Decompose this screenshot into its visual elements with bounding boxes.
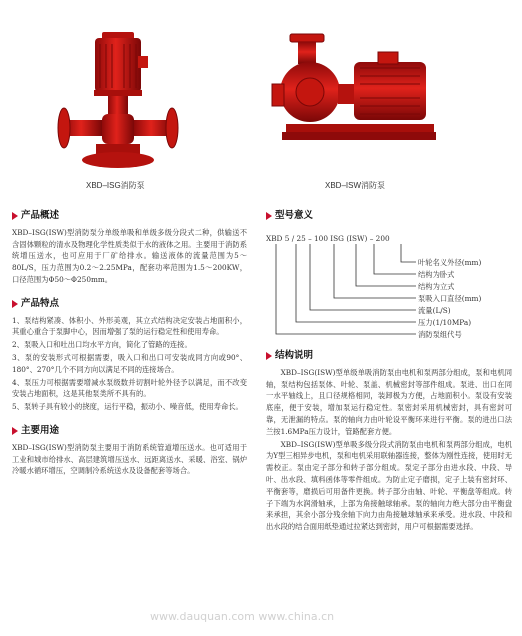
structure-paragraph: XBD–ISG(ISW)型单吸多级分段式消防泵由电机和泵两部分组成，电机为Y型三相异步电机，泵和电机采用联轴器连接，整体为刚性连接，使用时无需校正。泵由定子部分和转子部分组成。泵定子部分由进水段、中段、导叶、出水段、填料函体等零件组成。为防止定子磨损，定子上装有密封环、平衡套等，磨损后可用备件更换。转子部分由轴、叶轮、平衡盘等组成。转子下端为水润滑轴承，上部为角接触球轴承。泵的轴向力绝大部分由平衡盘来承担，其余小部分残余轴下向力由角接触球轴承来承受。进水段、中段和出水段的结合面用纸垫通过拉紧达到密封，用户可根据需要选择。 <box>266 439 512 532</box>
legend-item: 结构为卧式 <box>418 270 455 279</box>
usage-title: 主要用途 <box>21 424 60 436</box>
legend-item: 结构为立式 <box>418 282 455 291</box>
bullet-icon <box>12 300 18 308</box>
overview-text: XBD–ISG(ISW)型消防泵分单级单吸和单级多级分段式二种，供输送不含固体颗粒的清水及物理化学性质类似于水的液体之用。主要用于消防系统增压送水，也可应用于厂矿给排水。输送液体的流量范围为5～80L/S，压力范围为0.2～2.25MPa，配套功率范围为1.5～200KW，口径范围为Φ50～Φ250mm。 <box>12 227 247 284</box>
horizontal-pump-image <box>270 28 440 178</box>
vertical-pump-caption: XBD–ISG消防泵 <box>86 181 145 190</box>
watermark: www.dauquan.com www.china.cn <box>150 610 335 623</box>
legend-item: 叶轮名义外径(mm) <box>418 258 482 267</box>
structure-title: 结构说明 <box>275 350 314 361</box>
model-title: 型号意义 <box>275 210 314 221</box>
structure-heading <box>266 350 512 362</box>
model-legend <box>418 257 481 341</box>
vertical-pump-image <box>50 28 190 178</box>
model-diagram-lines <box>266 244 416 344</box>
overview-title: 产品概述 <box>21 210 60 221</box>
features-heading <box>12 298 247 310</box>
legend-item: 流量(L/S) <box>418 306 451 315</box>
legend-item: 压力(1/10MPa) <box>418 318 472 327</box>
overview-heading <box>12 210 247 222</box>
legend-item: 消防泵组代号 <box>418 330 462 339</box>
right-column <box>266 210 512 227</box>
structure-section <box>266 350 512 534</box>
bullet-icon <box>266 212 272 220</box>
usage-heading <box>12 425 247 437</box>
bullet-icon <box>12 212 18 220</box>
legend-item: 泵吸入口直径(mm) <box>418 294 482 303</box>
features-title: 产品特点 <box>21 297 60 309</box>
model-heading <box>266 210 512 222</box>
horizontal-pump-caption: XBD–ISW消防泵 <box>325 181 386 190</box>
left-column <box>12 210 247 478</box>
feature-item: 2、泵吸入口和吐出口均水平方向，简化了管路的连接。 <box>12 340 192 350</box>
feature-item: 5、泵转子具有较小的挠度，运行平稳，振动小、噪音低，使用寿命长。 <box>12 402 243 412</box>
feature-item: 4、泵压力可根据需要增减水泵级数并切割叶轮外径予以满足，而不改变安装占地面积，这是其他泵类所不具有的。 <box>12 377 247 399</box>
usage-text: XBD–ISG(ISW)型消防泵主要用于消防系统管道增压送水。也可适用于工业和城市给排水、高层建筑增压送水、远距离送水、采暖、浴室、锅炉冷暖水循环增压，空调制冷系统送水及设备配套等场合。 <box>12 442 247 476</box>
model-code: XBD 5 / 25 – 100 ISG (ISW) – 200 <box>266 234 390 243</box>
bullet-icon <box>266 352 272 360</box>
feature-item: 1、泵结构紧凑、体积小、外形美观，其立式结构决定安装占地面积小，其重心重合于泵脚中心，因而增强了泵的运行稳定性和使用寿命。 <box>12 315 247 337</box>
bullet-icon <box>12 427 18 435</box>
feature-item: 3、泵的安装形式可根据需要，吸入口和出口可安装成同方向或90°、180°、270°几个不同方向以满足不同的连接场合。 <box>12 352 247 374</box>
structure-paragraph: XBD–ISG(ISW)型单级单吸消防泵由电机和泵两部分组成，泵和电机同轴，泵结构包括泵体、叶轮、泵盖、机械密封等部件组成。泵进、出口在同一水平轴线上，且口径规格相同，装卸极为方便，占地面积小。泵设有安装底座，便于安装，增加泵运行稳定性。泵密封采用机械密封，具有密封可靠，无泄漏的特点。泵的轴向力由叶轮设平衡环来进行平衡。泵的进出口法兰按1.6MPa压力设计，管路配套方便。 <box>266 367 512 436</box>
